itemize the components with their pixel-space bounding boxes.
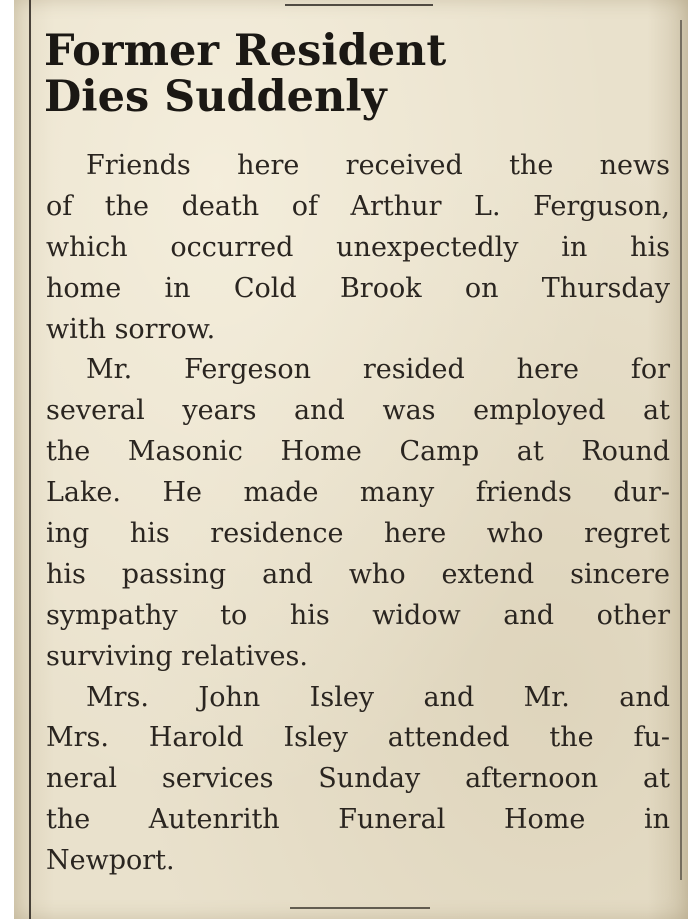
text-line: with sorrow. bbox=[46, 313, 216, 345]
text-line: Mrs. John Isley and Mr. and bbox=[86, 681, 670, 713]
text-line: Friends here received the news bbox=[86, 150, 670, 181]
top-separator-rule bbox=[285, 4, 433, 6]
paragraph-3 bbox=[46, 678, 670, 882]
headline-line-1: Former Resident bbox=[44, 26, 447, 76]
paragraph-1 bbox=[46, 146, 670, 350]
text-line: home in Cold Brook on Thursday bbox=[46, 272, 670, 304]
text-line: which occurred unexpectedly in his bbox=[46, 231, 670, 263]
article-body bbox=[46, 146, 670, 882]
text-line: Lake. He made many friends dur- bbox=[46, 477, 670, 509]
text-line: surviving relatives. bbox=[46, 640, 308, 672]
headline bbox=[44, 28, 604, 120]
text-line: neral services Sunday afternoon at bbox=[46, 763, 670, 795]
paragraph-2 bbox=[46, 350, 670, 677]
bottom-separator-rule bbox=[290, 907, 430, 909]
text-line: Mr. Fergeson resided here for bbox=[86, 354, 670, 386]
text-line: sympathy to his widow and other bbox=[46, 599, 670, 631]
text-line: the Masonic Home Camp at Round bbox=[46, 436, 670, 468]
column-rule-left bbox=[29, 0, 31, 919]
text-line: his passing and who extend sincere bbox=[46, 558, 670, 590]
text-line: of the death of Arthur L. Ferguson, bbox=[46, 190, 670, 222]
text-line: ing his residence here who regret bbox=[46, 518, 670, 550]
text-line: Newport. bbox=[46, 845, 175, 877]
text-line: several years and was employed at bbox=[46, 395, 670, 427]
headline-line-2: Dies Suddenly bbox=[44, 72, 387, 122]
column-rule-right bbox=[680, 20, 682, 880]
text-line: Mrs. Harold Isley attended the fu- bbox=[46, 722, 670, 754]
text-line: the Autenrith Funeral Home in bbox=[46, 804, 670, 836]
